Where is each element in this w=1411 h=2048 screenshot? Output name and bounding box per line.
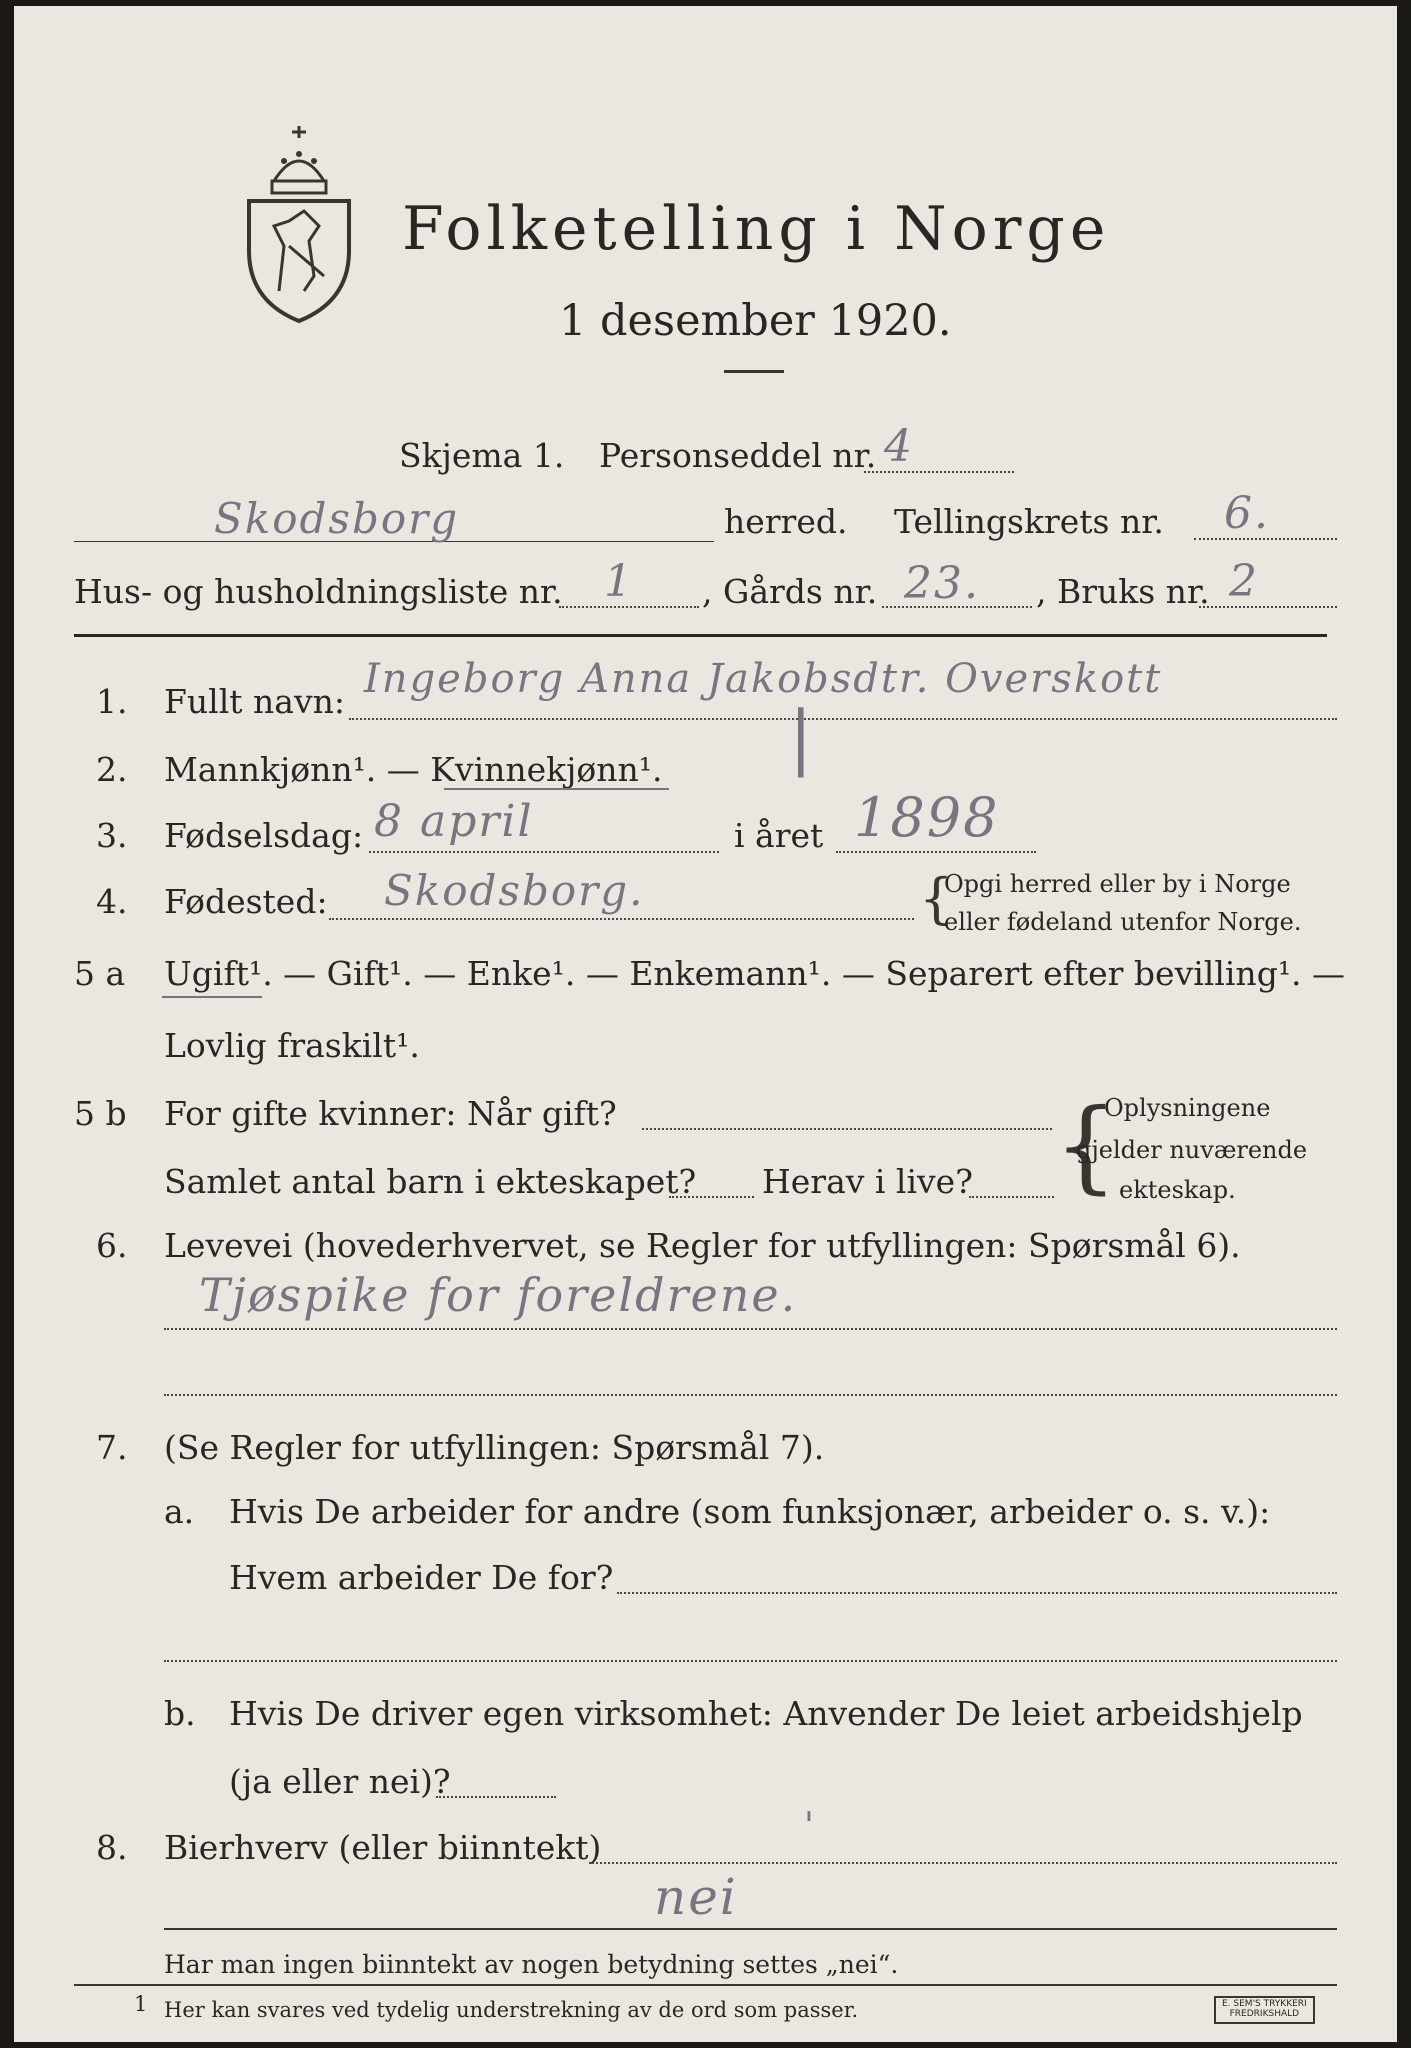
q5a-underline-mark bbox=[162, 996, 262, 998]
tellingskrets-label: Tellingskrets nr. bbox=[894, 502, 1164, 541]
footnote-text: Her kan svares ved tydelig understrekning av de ord som passer. bbox=[164, 1998, 859, 2022]
q7b-text: Hvis De driver egen virksomhet: Anvender De leiet arbeidshjelp bbox=[229, 1694, 1303, 1733]
form-title: Folketelling i Norge bbox=[402, 194, 1111, 264]
q7a-letter: a. bbox=[164, 1492, 195, 1531]
q5a-marital-options: Ugift¹. — Gift¹. — Enke¹. — Enkemann¹. — Separert efter bevilling¹. — bbox=[164, 954, 1346, 993]
q4-note-1: Opgi herred eller by i Norge bbox=[944, 870, 1291, 898]
q5b-note-1: Oplysningene bbox=[1104, 1094, 1271, 1122]
q2-underline-mark bbox=[444, 788, 669, 790]
q5b-children-label: Samlet antal barn i ekteskapet? bbox=[164, 1162, 697, 1201]
q4-number: 4. bbox=[96, 882, 128, 921]
q3-year-label: i året bbox=[734, 816, 824, 855]
q7-label: (Se Regler for utfyllingen: Spørsmål 7). bbox=[164, 1428, 825, 1467]
q5a-marital-options-2: Lovlig fraskilt¹. bbox=[164, 1026, 420, 1065]
skjema-label: Skjema 1. bbox=[399, 436, 565, 475]
q7a-text: Hvis De arbeider for andre (som funksjonær, arbeider o. s. v.): bbox=[229, 1492, 1271, 1531]
q6-number: 6. bbox=[96, 1226, 128, 1265]
husholdning-label: Hus- og husholdningsliste nr. bbox=[74, 572, 563, 611]
q7b-question: (ja eller nei)? bbox=[229, 1762, 451, 1801]
q8-label: Bierhverv (eller biinntekt) bbox=[164, 1828, 602, 1867]
q5b-note-2: gjelder nuværende bbox=[1076, 1136, 1308, 1164]
footer-note: Har man ingen biinntekt av nogen betydning settes „nei“. bbox=[164, 1950, 899, 1979]
bruks-label: , Bruks nr. bbox=[1036, 572, 1210, 611]
q2-pencil-mark: | bbox=[789, 696, 815, 778]
q5b-label: For gifte kvinner: Når gift? bbox=[164, 1094, 617, 1133]
tellingskrets-value[interactable]: 6. bbox=[1224, 488, 1270, 539]
bruks-value[interactable]: 2 bbox=[1229, 556, 1259, 607]
gards-label: , Gårds nr. bbox=[702, 572, 878, 611]
q2-number: 2. bbox=[96, 750, 128, 789]
personseddel-label: Personseddel nr. bbox=[599, 436, 877, 475]
footnote-number: 1 bbox=[134, 1992, 148, 2016]
printer-city: FREDRIKSHALD bbox=[1229, 2008, 1300, 2019]
q4-note-2: eller fødeland utenfor Norge. bbox=[944, 908, 1302, 936]
q1-label: Fullt navn: bbox=[164, 682, 345, 721]
q1-full-name-value[interactable]: Ingeborg Anna Jakobsdtr. Overskott bbox=[364, 656, 1163, 702]
q5b-alive-label: Herav i live? bbox=[762, 1162, 973, 1201]
q3-birthday-value[interactable]: 8 april bbox=[374, 796, 534, 847]
printer-name: E. SEM'S TRYKKERI bbox=[1222, 1999, 1307, 2009]
q7-number: 7. bbox=[96, 1428, 128, 1467]
title-divider bbox=[724, 370, 784, 373]
q3-year-value[interactable]: 1898 bbox=[854, 786, 1000, 849]
q3-label: Fødselsdag: bbox=[164, 816, 364, 855]
q8-pencil-mark: ' bbox=[804, 1806, 816, 1847]
q5b-note-3: ekteskap. bbox=[1119, 1176, 1236, 1204]
census-form: Folketelling i Norge 1 desember 1920. Skjema 1. Personseddel nr. 4 Skodsborg herred. Tellingskrets nr. 6. Hus- og husholdningsliste nr. 1 , Gårds nr. 23. , Bruks nr. 2 1. Fullt navn: Ingeborg Anna Jakobsdtr. Overskott 2. Mannkjønn¹. — Kvinnekjønn¹. | 3. Fødselsdag: 8 april i året 1898 4. Fødested: Skodsborg. { Opgi herred eller by i Norge eller fødeland utenfor Norge. 5 a Ugift¹. — Gift¹. — Enke¹. — Enkemann¹. — Separert efter bevilling¹. — Lovlig fraskilt¹. 5 b For gifte kvinner: Når gift? Samlet antal barn i ekteskapet? Herav i live? { Oplysningene gjelder nuværende ekteskap. 6. Levevei (hovederhvervet, se Regler for utfyllingen: Spørsmål 6). Tjøspike for foreldrene. 7. (Se Regler for utfyllingen: Spørsmål 7). a. Hvis De arbeider for andre (som funksjonær, arbeider o. s. v.): Hvem arbeider De for? b. Hvis De driver egen virksomhet: Anvender De leiet arbeidshjelp (ja eller nei)? 8. Bierhverv (eller biinntekt) ' nei Har man ingen biinntekt av nogen betydning settes „nei“. 1 Her kan svares ved tydelig understrekning av de ord som passer. E. SEM'S TRYKKERI FREDRIKSHALD bbox=[14, 6, 1397, 2042]
herred-label: herred. bbox=[724, 502, 848, 541]
q5a-number: 5 a bbox=[74, 954, 126, 993]
q7b-letter: b. bbox=[164, 1694, 196, 1733]
printer-mark bbox=[1214, 1996, 1315, 2024]
q1-number: 1. bbox=[96, 682, 128, 721]
q8-side-income-value[interactable]: nei bbox=[654, 1868, 738, 1926]
section-rule bbox=[74, 634, 1327, 637]
q6-occupation-value[interactable]: Tjøspike for foreldrene. bbox=[199, 1268, 798, 1322]
personseddel-value[interactable]: 4 bbox=[884, 421, 914, 472]
husholdning-value[interactable]: 1 bbox=[604, 556, 634, 607]
q6-label: Levevei (hovederhvervet, se Regler for utfyllingen: Spørsmål 6). bbox=[164, 1226, 1241, 1265]
q4-birthplace-value[interactable]: Skodsborg. bbox=[384, 866, 645, 915]
q5b-number: 5 b bbox=[74, 1094, 127, 1133]
q4-label: Fødested: bbox=[164, 882, 328, 921]
coat-of-arms-icon bbox=[234, 126, 364, 326]
herred-value[interactable]: Skodsborg bbox=[214, 494, 460, 543]
gards-value[interactable]: 23. bbox=[904, 558, 980, 609]
q8-number: 8. bbox=[96, 1828, 128, 1867]
q2-sex-options: Mannkjønn¹. — Kvinnekjønn¹. bbox=[164, 750, 663, 789]
q3-number: 3. bbox=[96, 816, 128, 855]
q7a-question: Hvem arbeider De for? bbox=[229, 1558, 614, 1597]
census-date: 1 desember 1920. bbox=[559, 296, 952, 346]
